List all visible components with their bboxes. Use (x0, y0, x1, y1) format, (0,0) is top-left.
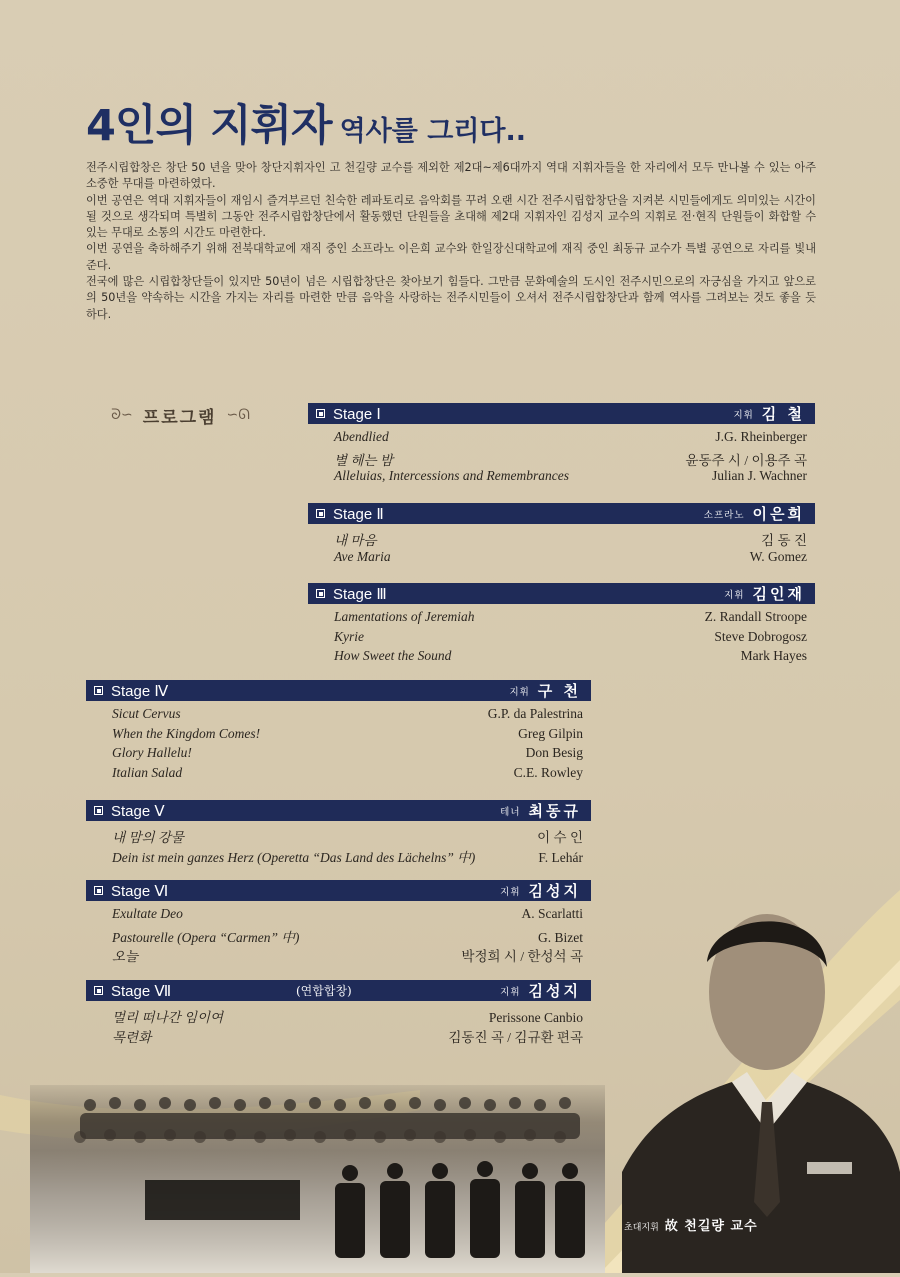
square-bullet-icon (94, 986, 103, 995)
work-title: 별 헤는 밤 (334, 452, 393, 468)
square-bullet-icon (94, 886, 103, 895)
portrait-caption (624, 1215, 758, 1234)
stage-items (86, 906, 591, 965)
program-item (86, 745, 591, 765)
work-title: 목련화 (112, 1029, 152, 1045)
performer-name: 김 철 (761, 405, 805, 423)
work-title: Pastourelle (Opera “Carmen” 中) (112, 929, 300, 945)
work-title: How Sweet the Sound (334, 648, 452, 664)
stage-name: Stage Ⅳ (111, 682, 169, 700)
performer-role: 지휘 (500, 886, 521, 898)
composer: Julian J. Wachner (711, 468, 807, 484)
choir-group-photo (30, 1085, 605, 1273)
work-title: Exultate Deo (112, 906, 183, 921)
page-title (86, 92, 526, 153)
program-item (86, 1026, 591, 1046)
performer-name: 이은희 (752, 505, 805, 523)
stage-header (308, 583, 815, 604)
composer: 윤동주 시 / 이용주 곡 (685, 452, 807, 468)
intro-paragraph: 이번 공연은 역대 지휘자들이 재임시 즐겨부르던 친숙한 레파토리로 음악회를 꾸려 오랜 시간 전주시립합창단을 지켜본 시민들에게도 의미있는 시간이 될 것으로 생각되며 특별히 그동안 전주시립합창단에서 활동했던 단원들을 초대해 제2대 지휘자인 김성지 교수의 지휘로 전·현직 단원들이 화합할 수 있는 무대로 소통의 시간도 마련한다. (86, 193, 816, 240)
work-title: Abendlied (334, 429, 389, 444)
composer: 박정희 시 / 한성석 곡 (461, 949, 583, 965)
work-title: When the Kingdom Comes! (112, 725, 261, 741)
square-bullet-icon (94, 806, 103, 815)
work-title: Lamentations of Jeremiah (334, 609, 475, 624)
composer: Steve Dobrogosz (714, 628, 807, 644)
stage-name: Stage Ⅶ (111, 982, 172, 1000)
work-title: Alleluias, Intercessions and Remembrances (334, 468, 569, 484)
stage-performer (500, 880, 581, 901)
stage-header (308, 403, 815, 424)
stage-performer (704, 503, 805, 524)
program-item (308, 468, 815, 488)
stage-name: Stage Ⅴ (111, 802, 165, 820)
title-main: 4인의 지휘자 (86, 101, 332, 151)
performer-name: 김인재 (752, 585, 805, 603)
stage-header (86, 880, 591, 901)
composer: J.G. Rheinberger (715, 429, 807, 444)
composer: Perissone Canbio (488, 1010, 583, 1025)
square-bullet-icon (316, 589, 325, 598)
composer: 김동진 곡 / 김규환 편곡 (448, 1029, 583, 1045)
stage-items (86, 826, 591, 865)
stage-header (86, 800, 591, 821)
work-title: Dein ist mein ganzes Herz (Operetta “Das Land des Lächelns” 中) (112, 849, 476, 865)
stage-items (308, 429, 815, 488)
stage-name: Stage Ⅰ (333, 405, 381, 423)
composer: Don Besig (525, 745, 583, 761)
composer: G. Bizet (538, 929, 583, 945)
program-label-text: 프로그램 (142, 407, 217, 428)
stage-block (308, 403, 815, 488)
program-item (86, 906, 591, 926)
stage-name: Stage Ⅵ (111, 882, 169, 900)
performer-name: 김성지 (528, 882, 581, 900)
work-title: Ave Maria (334, 548, 391, 564)
program-item (308, 529, 815, 549)
stage-performer (509, 680, 581, 701)
work-title: 오늘 (112, 949, 139, 965)
composer: Z. Randall Stroope (704, 609, 807, 624)
composer: C.E. Rowley (513, 765, 583, 781)
performer-role: 지휘 (509, 686, 530, 698)
portrait-caption-role: 초대지휘 (624, 1223, 659, 1233)
square-bullet-icon (316, 409, 325, 418)
stage-items (86, 1006, 591, 1045)
stage-performer (724, 583, 805, 604)
intro-text (86, 160, 816, 323)
work-title: Italian Salad (112, 765, 183, 781)
program-label (98, 400, 263, 430)
stage-block (308, 583, 815, 668)
title-sub: 역사를 그리다.. (339, 116, 526, 147)
stage-items (308, 529, 815, 568)
program-item (86, 706, 591, 726)
intro-paragraph: 이번 공연을 축하해주기 위해 전북대학교에 재직 중인 소프라노 이은희 교수와 한일장신대학교에 재직 중인 최동규 교수가 특별 공연으로 자리를 빛내준다. (86, 242, 816, 272)
program-item (308, 609, 815, 629)
program-item (86, 826, 591, 846)
composer: F. Lehár (538, 849, 583, 865)
program-item (86, 945, 591, 965)
composer: 이 수 인 (537, 830, 583, 845)
composer: 김 동 진 (761, 533, 807, 548)
stage-block (308, 503, 815, 568)
work-title: 내 마음 (334, 533, 377, 548)
ornament-right-icon: ∽ᘏ (226, 407, 250, 423)
intro-paragraph: 전국에 많은 시립합창단들이 있지만 50년이 넘은 시립합창단은 찾아보기 힘들다. 그만큼 문화예술의 도시인 전주시민으로의 자긍심을 가지고 앞으로의 50년을 약속하는 시간을 가지는 자리를 마련한 만큼 음악을 사랑하는 전주시민들이 오셔서 전주시립합창단과 함께 역사를 그려보는 것도 좋을 듯 하다. (86, 275, 816, 321)
portrait-photo (622, 872, 900, 1273)
program-item (308, 648, 815, 668)
work-title: 내 맘의 강물 (112, 830, 184, 845)
stage-performer (500, 980, 581, 1001)
program-item (86, 926, 591, 946)
stage-block (86, 980, 591, 1045)
stage-performer (733, 403, 805, 424)
ornament-left-icon: ᘐ∽ (111, 407, 133, 423)
performer-role: 지휘 (500, 986, 521, 998)
work-title: Kyrie (334, 628, 364, 644)
intro-paragraph: 전주시립합창은 창단 50 년을 맞아 창단지휘자인 고 천길량 교수를 제외한 제2대~제6대까지 역대 지휘자들을 한 자리에서 모두 만나볼 수 있는 아주 소중한 무대를 마련하였다. (86, 161, 816, 191)
stage-performer (500, 800, 581, 821)
work-title: Sicut Cervus (112, 706, 181, 721)
composer: W. Gomez (749, 548, 807, 564)
composer: Greg Gilpin (518, 725, 583, 741)
square-bullet-icon (94, 686, 103, 695)
program-item (86, 846, 591, 866)
stage-block (86, 800, 591, 865)
program-item (308, 429, 815, 449)
stage-items (308, 609, 815, 668)
performer-role: 소프라노 (703, 509, 745, 521)
program-item (86, 765, 591, 785)
work-title: 멀리 떠나간 임이여 (112, 1010, 224, 1025)
stage-items (86, 706, 591, 785)
program-item (86, 726, 591, 746)
composer: Mark Hayes (740, 648, 807, 664)
program-item (308, 449, 815, 469)
performer-role: 지휘 (724, 589, 745, 601)
performer-name: 김성지 (528, 982, 581, 1000)
stage-header (86, 980, 591, 1001)
performer-role: 지휘 (733, 409, 754, 421)
portrait-caption-name: 故 천길량 교수 (664, 1219, 758, 1234)
performer-name: 최동규 (528, 802, 581, 820)
performer-role: 테너 (500, 806, 521, 818)
stage-block (86, 680, 591, 785)
work-title: Glory Hallelu! (112, 745, 192, 761)
performer-name: 구 천 (537, 682, 581, 700)
stage-name: Stage Ⅱ (333, 505, 384, 523)
stage-block (86, 880, 591, 965)
stage-header (86, 680, 591, 701)
stage-name: Stage Ⅲ (333, 585, 387, 603)
stage-header (308, 503, 815, 524)
square-bullet-icon (316, 509, 325, 518)
stage-note: (연합합창) (296, 984, 352, 998)
composer: G.P. da Palestrina (487, 706, 583, 721)
program-item (308, 549, 815, 569)
choir-photo-image (30, 1085, 605, 1273)
composer: A. Scarlatti (521, 906, 583, 921)
program-item (308, 629, 815, 649)
portrait-image (622, 872, 900, 1273)
program-item (86, 1006, 591, 1026)
